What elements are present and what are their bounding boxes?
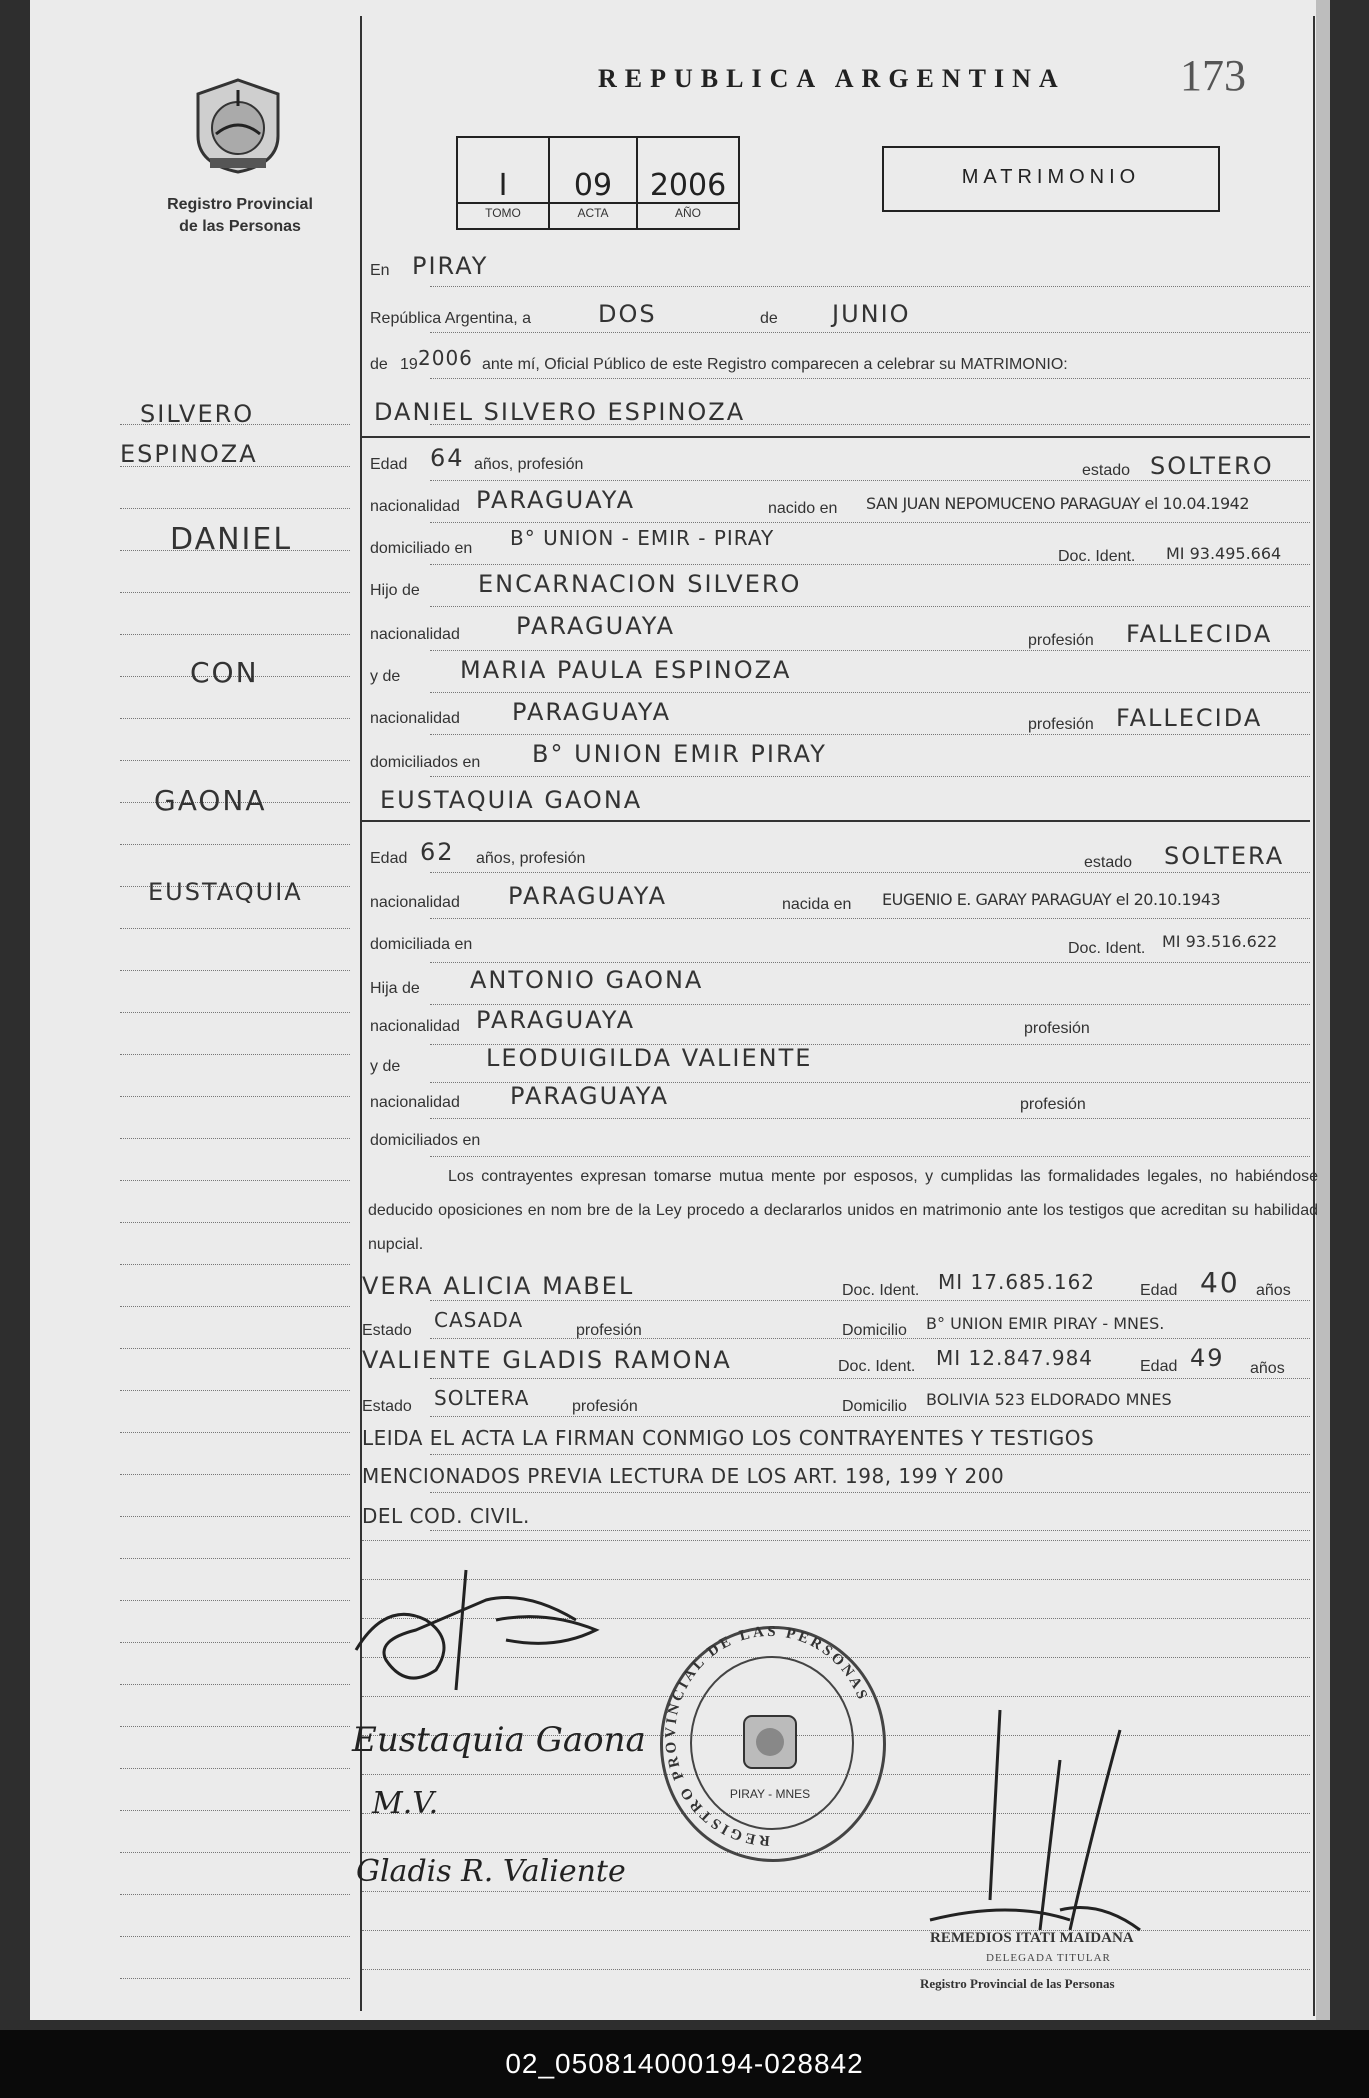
bride-profession-label: años, profesión: [476, 850, 586, 867]
page-number: 173: [1180, 51, 1246, 100]
witness1-age: 40: [1200, 1266, 1240, 1299]
field-rule-line: [430, 692, 1310, 693]
year-prefix: 19: [400, 356, 418, 373]
margin-divider: [360, 16, 362, 2011]
margin-rule-line: [120, 1684, 350, 1685]
field-rule-line: [430, 522, 1310, 523]
margin-rule-line: [120, 1138, 350, 1139]
field-rule-line: [430, 1530, 1310, 1531]
field-rule-line: [430, 1300, 1310, 1301]
margin-rule-line: [120, 970, 350, 971]
margin-rule-line: [120, 1768, 350, 1769]
margin-rule-line: [120, 1474, 350, 1475]
field-rule-line: [430, 1416, 1310, 1417]
signature-bride: Eustaquia Gaona: [352, 1720, 646, 1760]
margin-rule-line: [120, 592, 350, 593]
margin-rule-line: [120, 1810, 350, 1811]
groom-age: 64: [430, 444, 465, 472]
bride-father-nationality: PARAGUAYA: [476, 1006, 635, 1034]
margin-rule-line: [120, 928, 350, 929]
witness1-prof-label: profesión: [576, 1322, 642, 1339]
groom-edad-label: Edad: [370, 456, 408, 473]
witness1-dom-label: Domicilio: [842, 1322, 907, 1339]
bride-mother: LEODUIGILDA VALIENTE: [486, 1044, 813, 1072]
groom-name: DANIEL SILVERO ESPINOZA: [374, 398, 746, 426]
tomo-value: I: [498, 168, 508, 203]
acta-value: 09: [573, 168, 613, 203]
groom-profession-label: años, profesión: [474, 456, 584, 473]
witness1-address: B° UNION EMIR PIRAY - MNES.: [926, 1314, 1165, 1333]
field-rule-line: [430, 1492, 1310, 1493]
bride-doc: MI 93.516.622: [1162, 932, 1278, 951]
margin-rule-line: [120, 1180, 350, 1181]
witness2-anos-label: años: [1250, 1360, 1285, 1377]
country-title: REPUBLICA ARGENTINA: [598, 64, 1066, 93]
margin-rule-line: [120, 1054, 350, 1055]
groom-parents-address: B° UNION EMIR PIRAY: [532, 740, 827, 768]
bride-section-rule: [362, 820, 1310, 822]
record-type: MATRIMONIO: [961, 166, 1141, 188]
margin-surname: SILVERO: [140, 400, 255, 428]
groom-birthplace: SAN JUAN NEPOMUCENO PARAGUAY el 10.04.1942: [866, 494, 1250, 513]
field-rule-line: [430, 332, 1310, 333]
bride-parents-dom-label: domiciliados en: [370, 1132, 481, 1149]
margin-rule-line: [120, 1936, 350, 1937]
groom-estado: SOLTERO: [1150, 452, 1274, 480]
field-rule-line: [430, 1156, 1310, 1157]
page-edge: [1316, 0, 1330, 2020]
witness2-prof-label: profesión: [572, 1398, 638, 1415]
margin-rule-line: [120, 1516, 350, 1517]
witness1-doc: MI 17.685.162: [938, 1270, 1096, 1294]
margin-bride-surname: GAONA: [154, 784, 267, 817]
field-rule-line: [430, 378, 1310, 379]
margin-rule-line: [120, 634, 350, 635]
bride-father-prof-label: profesión: [1024, 1020, 1090, 1037]
bride-estado-label: estado: [1084, 854, 1133, 871]
field-rule-line: [430, 286, 1310, 287]
margin-rule-line: [120, 1096, 350, 1097]
closing-line-2: MENCIONADOS PREVIA LECTURA DE LOS ART. 198, 199 Y 200: [362, 1464, 1005, 1488]
official-name: REMEDIOS ITATI MAIDANA: [930, 1930, 1134, 1946]
official-signature-icon: [890, 1700, 1170, 1940]
field-rule-line: [430, 962, 1310, 963]
place-value: PIRAY: [412, 252, 489, 280]
document-id: 02_050814000194-028842: [505, 2048, 864, 2079]
groom-mother-prof-label: profesión: [1028, 716, 1094, 733]
margin-rule-line: [120, 1348, 350, 1349]
closing-line-3: DEL COD. CIVIL.: [362, 1504, 530, 1528]
groom-address: B° UNION - EMIR - PIRAY: [510, 526, 775, 550]
declaration-text: Los contrayentes expresan tomarse mutua mente por esposos, y cumplidas las formalidades legales, no habiéndose deducido oposiciones en nom bre de la Ley procedo a declararlos unidos en matrimonio ante los testigos que acreditan su habilidad nupcial.: [368, 1168, 1318, 1253]
margin-rule-line: [120, 1852, 350, 1853]
bride-mother-nationality: PARAGUAYA: [510, 1082, 669, 1110]
margin-con: CON: [190, 656, 259, 689]
groom-mother-label: y de: [370, 668, 401, 685]
groom-father: ENCARNACION SILVERO: [478, 570, 802, 598]
groom-father-label: Hijo de: [370, 582, 420, 599]
witness2-dom-label: Domicilio: [842, 1398, 907, 1415]
groom-mother-nac-label: nacionalidad: [370, 710, 460, 727]
body-rule-line: [362, 1540, 1310, 1541]
groom-mother-profession: FALLECIDA: [1116, 704, 1263, 732]
witness2-doc-label: Doc. Ident.: [838, 1358, 916, 1375]
groom-mother-nationality: PARAGUAYA: [512, 698, 671, 726]
margin-rule-line: [120, 1222, 350, 1223]
field-rule-line: [430, 734, 1310, 735]
bride-mother-label: y de: [370, 1058, 401, 1075]
stamp-ring-text: [660, 1626, 880, 1856]
official-office: Registro Provincial de las Personas: [920, 1976, 1115, 1991]
official-role: DELEGADA TITULAR: [986, 1952, 1111, 1964]
margin-rule-line: [120, 718, 350, 719]
ano-value: 2006: [649, 168, 727, 203]
field-rule-line: [430, 1004, 1310, 1005]
bride-doc-label: Doc. Ident.: [1068, 940, 1146, 957]
bride-age: 62: [420, 838, 455, 866]
witness1-estado-label: Estado: [362, 1322, 412, 1339]
registry-line-1: Registro Provincial: [167, 196, 313, 213]
bride-dom-label: domiciliada en: [370, 936, 473, 953]
intro-text: ante mí, Oficial Público de este Registro comparecen a celebrar su MATRIMONIO:: [482, 356, 1068, 373]
registry-line-2: de las Personas: [179, 218, 301, 235]
witness1-doc-label: Doc. Ident.: [842, 1282, 920, 1299]
field-rule-line: [430, 1118, 1310, 1119]
witness2-estado: SOLTERA: [434, 1386, 530, 1410]
record-number-box: [456, 136, 740, 230]
margin-rule-line: [120, 1432, 350, 1433]
groom-nac-label: nacionalidad: [370, 498, 460, 515]
body-rule-line: [362, 1969, 1310, 1970]
margin-rule-line: [120, 1012, 350, 1013]
margin-rule-line: [120, 1264, 350, 1265]
witness1-estado: CASADA: [434, 1308, 524, 1332]
stamp-caption: REGISTRO PROVINCIAL DE LAS PERSONAS: [662, 1626, 871, 1849]
groom-mother: MARIA PAULA ESPINOZA: [460, 656, 792, 684]
bride-estado: SOLTERA: [1164, 842, 1285, 870]
margin-rule-line: [120, 1600, 350, 1601]
tomo-label: TOMO: [485, 206, 521, 220]
witness2-doc: MI 12.847.984: [936, 1346, 1094, 1370]
witness2-address: BOLIVIA 523 ELDORADO MNES: [926, 1390, 1172, 1409]
margin-rule-line: [120, 1642, 350, 1643]
witness1-anos-label: años: [1256, 1282, 1291, 1299]
de-label: de: [760, 310, 778, 327]
margin-surname-2: ESPINOZA: [120, 440, 258, 468]
right-border: [1313, 16, 1315, 2016]
bride-edad-label: Edad: [370, 850, 408, 867]
closing-line-1: LEIDA EL ACTA LA FIRMAN CONMIGO LOS CONTRAYENTES Y TESTIGOS: [362, 1426, 1095, 1450]
witness1-edad-label: Edad: [1140, 1282, 1178, 1299]
groom-father-nac-label: nacionalidad: [370, 626, 460, 643]
stamp-inner-text: PIRAY - MNES: [729, 1787, 811, 1801]
field-rule-line: [430, 564, 1310, 565]
year-value: 2006: [418, 346, 473, 370]
groom-father-prof-label: profesión: [1028, 632, 1094, 649]
bride-father-label: Hija de: [370, 980, 420, 997]
margin-rule-line: [120, 1390, 350, 1391]
acta-label: ACTA: [577, 206, 609, 220]
groom-section-rule: [362, 436, 1310, 438]
provincial-crest-icon: [188, 76, 288, 176]
bride-nac-label: nacionalidad: [370, 894, 460, 911]
witness2-edad-label: Edad: [1140, 1358, 1178, 1375]
groom-nacido-label: nacido en: [768, 500, 838, 517]
bride-mother-nac-label: nacionalidad: [370, 1094, 460, 1111]
field-rule-line: [430, 1454, 1310, 1455]
groom-signature-icon: [346, 1560, 606, 1700]
ano-label: AÑO: [674, 206, 701, 220]
bride-nationality: PARAGUAYA: [508, 882, 667, 910]
bride-father: ANTONIO GAONA: [470, 966, 704, 994]
groom-dom-label: domiciliado en: [370, 540, 473, 557]
margin-rule-line: [120, 844, 350, 845]
signature-witness2: Gladis R. Valiente: [356, 1854, 626, 1889]
field-rule-line: [430, 776, 1310, 777]
field-rule-line: [430, 872, 1310, 873]
witness2-age: 49: [1190, 1344, 1225, 1372]
bride-name: EUSTAQUIA GAONA: [380, 786, 643, 814]
margin-rule-line: [120, 1894, 350, 1895]
bride-birthplace: EUGENIO E. GARAY PARAGUAY el 20.10.1943: [882, 890, 1221, 909]
groom-parents-dom-label: domiciliados en: [370, 754, 481, 771]
republica-label: República Argentina, a: [370, 310, 531, 327]
margin-rule-line: [120, 1558, 350, 1559]
groom-nationality: PARAGUAYA: [476, 486, 635, 514]
field-rule-line: [430, 606, 1310, 607]
groom-father-nationality: PARAGUAYA: [516, 612, 675, 640]
margin-rule-line: [120, 1306, 350, 1307]
groom-father-profession: FALLECIDA: [1126, 620, 1273, 648]
signature-witness1: M.V.: [372, 1786, 439, 1821]
margin-rule-line: [120, 1726, 350, 1727]
record-type-box: [882, 146, 1220, 212]
month-value: JUNIO: [832, 300, 911, 328]
margin-given-name: DANIEL: [170, 522, 293, 557]
witness2-name: VALIENTE GLADIS RAMONA: [362, 1346, 732, 1374]
witness2-estado-label: Estado: [362, 1398, 412, 1415]
day-value: DOS: [598, 300, 657, 328]
groom-doc: MI 93.495.664: [1166, 544, 1282, 563]
field-rule-line: [430, 480, 1310, 481]
bride-nacida-label: nacida en: [782, 896, 852, 913]
margin-rule-line: [120, 1978, 350, 1979]
margin-rule-line: [120, 760, 350, 761]
witness1-name: VERA ALICIA MABEL: [362, 1272, 635, 1300]
field-rule-line: [430, 918, 1310, 919]
year-de-label: de: [370, 356, 388, 373]
en-label: En: [370, 262, 390, 279]
field-rule-line: [430, 650, 1310, 651]
margin-rule-line: [120, 508, 350, 509]
groom-doc-label: Doc. Ident.: [1058, 548, 1136, 565]
field-rule-line: [430, 1378, 1310, 1379]
bride-father-nac-label: nacionalidad: [370, 1018, 460, 1035]
groom-estado-label: estado: [1082, 462, 1131, 479]
bride-mother-prof-label: profesión: [1020, 1096, 1086, 1113]
margin-bride-given: EUSTAQUIA: [148, 878, 303, 906]
